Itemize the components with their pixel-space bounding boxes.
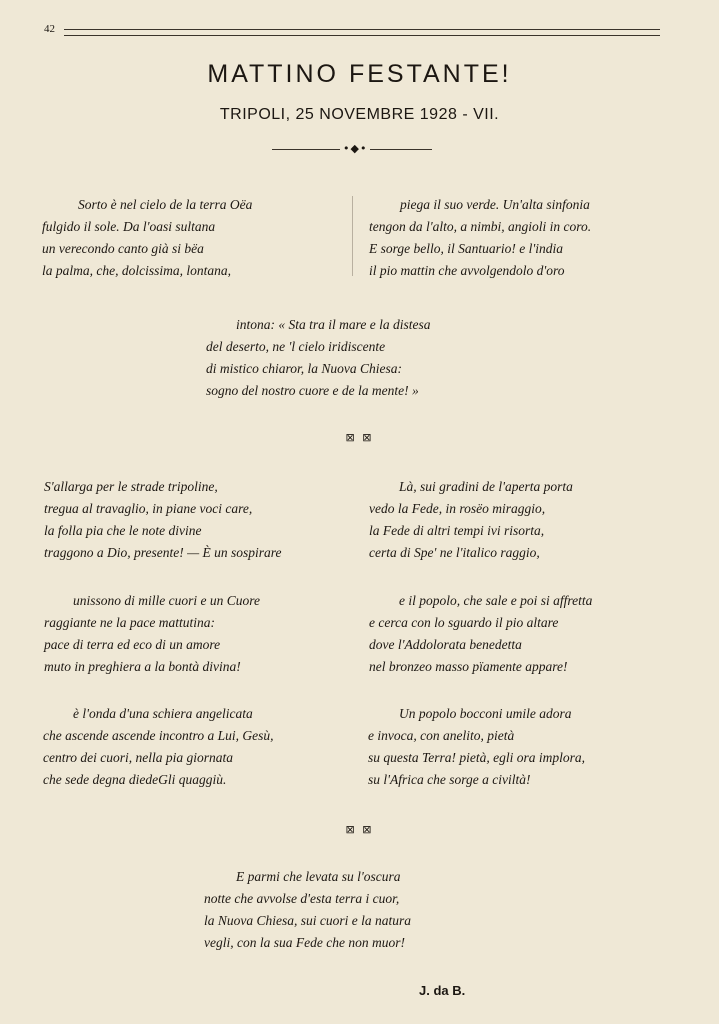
verse-line: tengon da l'alto, a nimbi, angioli in coro. — [369, 219, 592, 234]
verse-line: certa di Spe' ne l'italico raggio, — [369, 545, 540, 560]
verse-line: vedo la Fede, in rosëo miraggio, — [369, 501, 546, 516]
verse-line: su questa Terra! pietà, egli ora implora, — [368, 750, 586, 765]
verse-line: la Nuova Chiesa, sui cuori e la natura — [204, 913, 411, 928]
verse-line: E parmi che levata su l'oscura — [236, 869, 401, 884]
stanza — [44, 476, 282, 564]
verse-line: e cerca con lo sguardo il pio altare — [369, 615, 559, 630]
verse-line: Sorto è nel cielo de la terra Oëa — [78, 197, 253, 212]
verse-line: su l'Africa che sorge a civiltà! — [368, 772, 531, 787]
verse-line: unissono di mille cuori e un Cuore — [73, 593, 260, 608]
stanza — [43, 703, 274, 791]
verse-line: la Fede di altri tempi ivi risorta, — [369, 523, 545, 538]
ornament-icon: •◆• — [340, 142, 370, 155]
stanza — [369, 590, 593, 678]
verse-line: centro dei cuori, nella pia giornata — [43, 750, 233, 765]
stanza — [369, 194, 592, 282]
verse-line: di mistico chiaror, la Nuova Chiesa: — [206, 361, 402, 376]
poem-subtitle: TRIPOLI, 25 NOVEMBRE 1928 - VII. — [219, 106, 500, 123]
verse-line: un verecondo canto già si bëa — [42, 241, 204, 256]
verse-line: Là, sui gradini de l'aperta porta — [399, 479, 573, 494]
section-separator-icon: ⊠ ⊠ — [345, 823, 374, 836]
verse-line: il pio mattin che avvolgendolo d'oro — [369, 263, 565, 278]
verse-line: vegli, con la sua Fede che non muor! — [204, 935, 405, 950]
verse-line: E sorge bello, il Santuario! e l'india — [369, 241, 563, 256]
verse-line: notte che avvolse d'esta terra i cuor, — [204, 891, 400, 906]
verse-line: pace di terra ed eco di un amore — [44, 637, 221, 652]
verse-line: è l'onda d'una schiera angelicata — [73, 706, 253, 721]
verse-line: sogno del nostro cuore e de la mente! » — [206, 383, 419, 398]
verse-line: traggono a Dio, presente! — È un sospirare — [44, 545, 282, 560]
poem-title: MATTINO FESTANTE! — [207, 60, 512, 88]
verse-line: che ascende ascende incontro a Lui, Gesù, — [43, 728, 274, 743]
stanza — [204, 866, 411, 954]
page-number: 42 — [44, 23, 55, 35]
verse-line: nel bronzeo masso pïamente appare! — [369, 659, 568, 674]
column-divider — [352, 196, 353, 276]
verse-line: la palma, che, dolcissima, lontana, — [42, 263, 231, 278]
verse-line: Un popolo bocconi umile adora — [399, 706, 572, 721]
verse-line: e il popolo, che sale e poi si affretta — [399, 593, 593, 608]
verse-line: piega il suo verde. Un'alta sinfonia — [400, 197, 590, 212]
verse-line: fulgido il sole. Da l'oasi sultana — [42, 219, 216, 234]
verse-line: muto in preghiera a la bontà divina! — [44, 659, 241, 674]
stanza — [368, 703, 586, 791]
author-signature: J. da B. — [419, 983, 466, 998]
stanza — [369, 476, 573, 564]
verse-line: intona: « Sta tra il mare e la distesa — [236, 317, 431, 332]
stanza — [44, 590, 260, 678]
stanza — [42, 194, 253, 282]
verse-line: tregua al travaglio, in piane voci care, — [44, 501, 253, 516]
verse-line: S'allarga per le strade tripoline, — [44, 479, 218, 494]
verse-line: del deserto, ne 'l cielo iridiscente — [206, 339, 386, 354]
verse-line: dove l'Addolorata benedetta — [369, 637, 522, 652]
header-rule — [64, 29, 660, 36]
stanza — [206, 314, 431, 402]
verse-line: raggiante ne la pace mattutina: — [44, 615, 215, 630]
verse-line: e invoca, con anelito, pietà — [368, 728, 515, 743]
verse-line: la folla pia che le note divine — [44, 523, 202, 538]
verse-line: che sede degna diedeGli quaggiù. — [43, 772, 227, 787]
section-separator-icon: ⊠ ⊠ — [345, 431, 374, 444]
